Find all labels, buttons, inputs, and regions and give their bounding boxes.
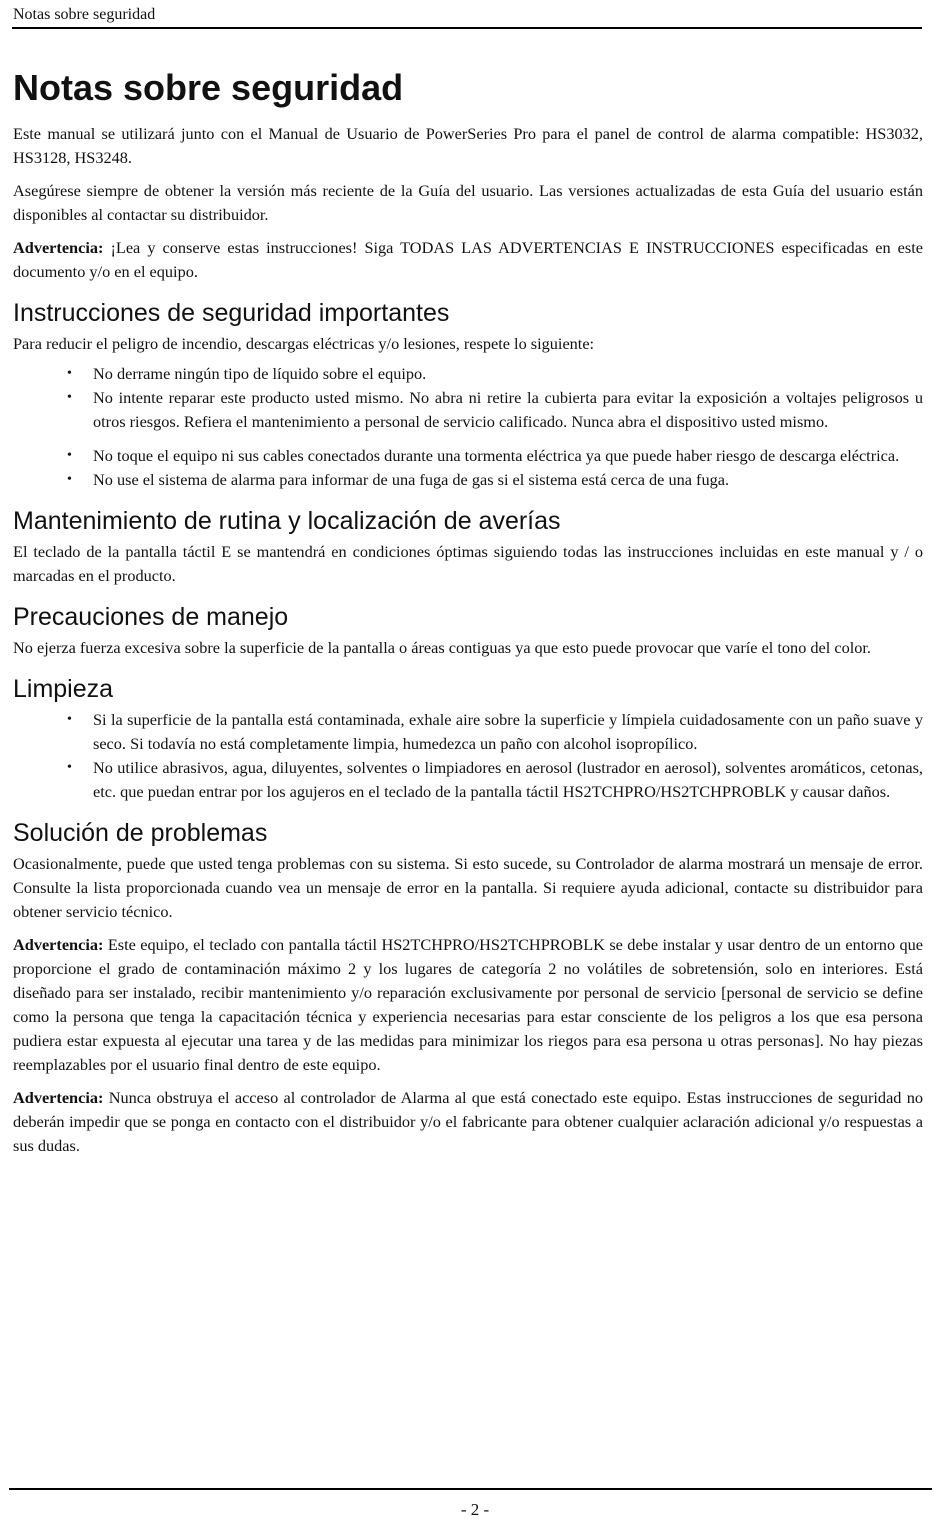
- footer-divider: [9, 1488, 932, 1490]
- bullet-icon: •: [67, 712, 72, 727]
- warning-text: ¡Lea y conserve estas instrucciones! Siga TODAS LAS ADVERTENCIAS E INSTRUCCIONES especificadas en este documento y/o en el equipo.: [13, 238, 923, 281]
- list-item: [13, 362, 923, 386]
- list-item: [13, 386, 923, 434]
- warning-label: Advertencia:: [13, 1088, 104, 1107]
- intro-warning: [13, 236, 923, 284]
- warning-label: Advertencia:: [13, 935, 104, 954]
- troubleshooting-warning-2: [13, 1086, 923, 1158]
- bullet-icon: •: [67, 760, 72, 775]
- list-item: [13, 756, 923, 804]
- maintenance-paragraph: El teclado de la pantalla táctil E se mantendrá en condiciones óptimas siguiendo todas las instrucciones incluidas en este manual y / o marcadas en el producto.: [13, 542, 923, 585]
- troubleshooting-paragraph: Ocasionalmente, puede que usted tenga problemas con su sistema. Si esto sucede, su Controlador de alarma mostrará un mensaje de error. Consulte la lista proporcionada cuando vea un mensaje de error en la pantalla. Si requiere ayuda adicional, contacte su distribuidor para obtener servicio técnico.: [13, 854, 923, 921]
- safety-lead: Para reducir el peligro de incendio, descargas eléctricas y/o lesiones, respete lo siguiente:: [13, 334, 595, 353]
- page-title: Notas sobre seguridad: [13, 67, 404, 108]
- bullet-icon: •: [67, 448, 72, 463]
- page-content: [13, 64, 923, 1167]
- list-item-text: Si la superficie de la pantalla está contaminada, exhale aire sobre la superficie y límpiela cuidadosamente con un paño suave y seco. Si todavía no está completamente limpia, humedezca un paño con alcohol isopropílico.: [93, 710, 923, 753]
- list-item: [13, 444, 923, 468]
- bullet-icon: •: [67, 366, 72, 381]
- list-item: [13, 708, 923, 756]
- warning-label: Advertencia:: [13, 238, 104, 257]
- section-heading-maintenance: Mantenimiento de rutina y localización de averías: [13, 507, 561, 535]
- section-heading-troubleshooting: Solución de problemas: [13, 819, 268, 847]
- header-divider: [12, 27, 922, 29]
- list-item-text: No derrame ningún tipo de líquido sobre el equipo.: [93, 364, 427, 383]
- page-number: - 2 -: [460, 1500, 490, 1519]
- warning-text: Nunca obstruya el acceso al controlador de Alarma al que está conectado este equipo. Estas instrucciones de seguridad no deberán impedir que se ponga en contacto con el distribuidor y/o el fabricante para obtener cualquier aclaración adicional y/o respuestas a sus dudas.: [13, 1088, 923, 1155]
- section-heading-safety: Instrucciones de seguridad importantes: [13, 299, 450, 327]
- bullet-icon: •: [67, 390, 72, 405]
- cleaning-list: [13, 708, 923, 804]
- section-heading-handling: Precauciones de manejo: [13, 603, 289, 631]
- list-item-text: No utilice abrasivos, agua, diluyentes, solventes o limpiadores en aerosol (lustrador en aerosol), solventes aromáticos, cetonas, etc. que puedan entrar por los agujeros en el teclado de la pantalla táctil HS2TCHPRO/HS2TCHPROBLK y causar daños.: [93, 758, 923, 801]
- section-heading-cleaning: Limpieza: [13, 675, 114, 703]
- handling-paragraph: No ejerza fuerza excesiva sobre la superficie de la pantalla o áreas contiguas ya que esto puede provocar que varíe el tono del color.: [13, 638, 871, 657]
- list-item: [13, 468, 923, 492]
- intro-paragraph-2: Asegúrese siempre de obtener la versión más reciente de la Guía del usuario. Las versiones actualizadas de esta Guía del usuario están disponibles al contactar su distribuidor.: [13, 181, 923, 224]
- list-item-text: No use el sistema de alarma para informar de una fuga de gas si el sistema está cerca de una fuga.: [93, 470, 730, 489]
- intro-paragraph-1: Este manual se utilizará junto con el Manual de Usuario de PowerSeries Pro para el panel de control de alarma compatible: HS3032, HS3128, HS3248.: [13, 124, 923, 167]
- warning-text: Este equipo, el teclado con pantalla táctil HS2TCHPRO/HS2TCHPROBLK se debe instalar y usar dentro de un entorno que proporcione el grado de contaminación máximo 2 y los lugares de categoría 2 no volátiles de sobretensión, solo en interiores. Está diseñado para ser instalado, recibir mantenimiento y/o reparación exclusivamente por personal de servicio [personal de servicio se define como la persona que tenga la capacitación técnica y experiencia necesarias para estar consciente de los peligros a los que esa persona pudiera estar expuesta al ejecutar una tarea y de las medidas para minimizar los riegos para esa persona u otras personas]. No hay piezas reemplazables por el usuario final dentro de este equipo.: [13, 935, 923, 1074]
- troubleshooting-warning-1: [13, 933, 923, 1077]
- list-item-text: No toque el equipo ni sus cables conectados durante una tormenta eléctrica ya que puede haber riesgo de descarga eléctrica.: [93, 446, 900, 465]
- running-header: Notas sobre seguridad: [13, 6, 156, 23]
- safety-list: [13, 362, 923, 492]
- bullet-icon: •: [67, 472, 72, 487]
- list-item-text: No intente reparar este producto usted mismo. No abra ni retire la cubierta para evitar la exposición a voltajes peligrosos u otros riesgos. Refiera el mantenimiento a personal de servicio calificado. Nunca abra el dispositivo usted mismo.: [93, 388, 923, 431]
